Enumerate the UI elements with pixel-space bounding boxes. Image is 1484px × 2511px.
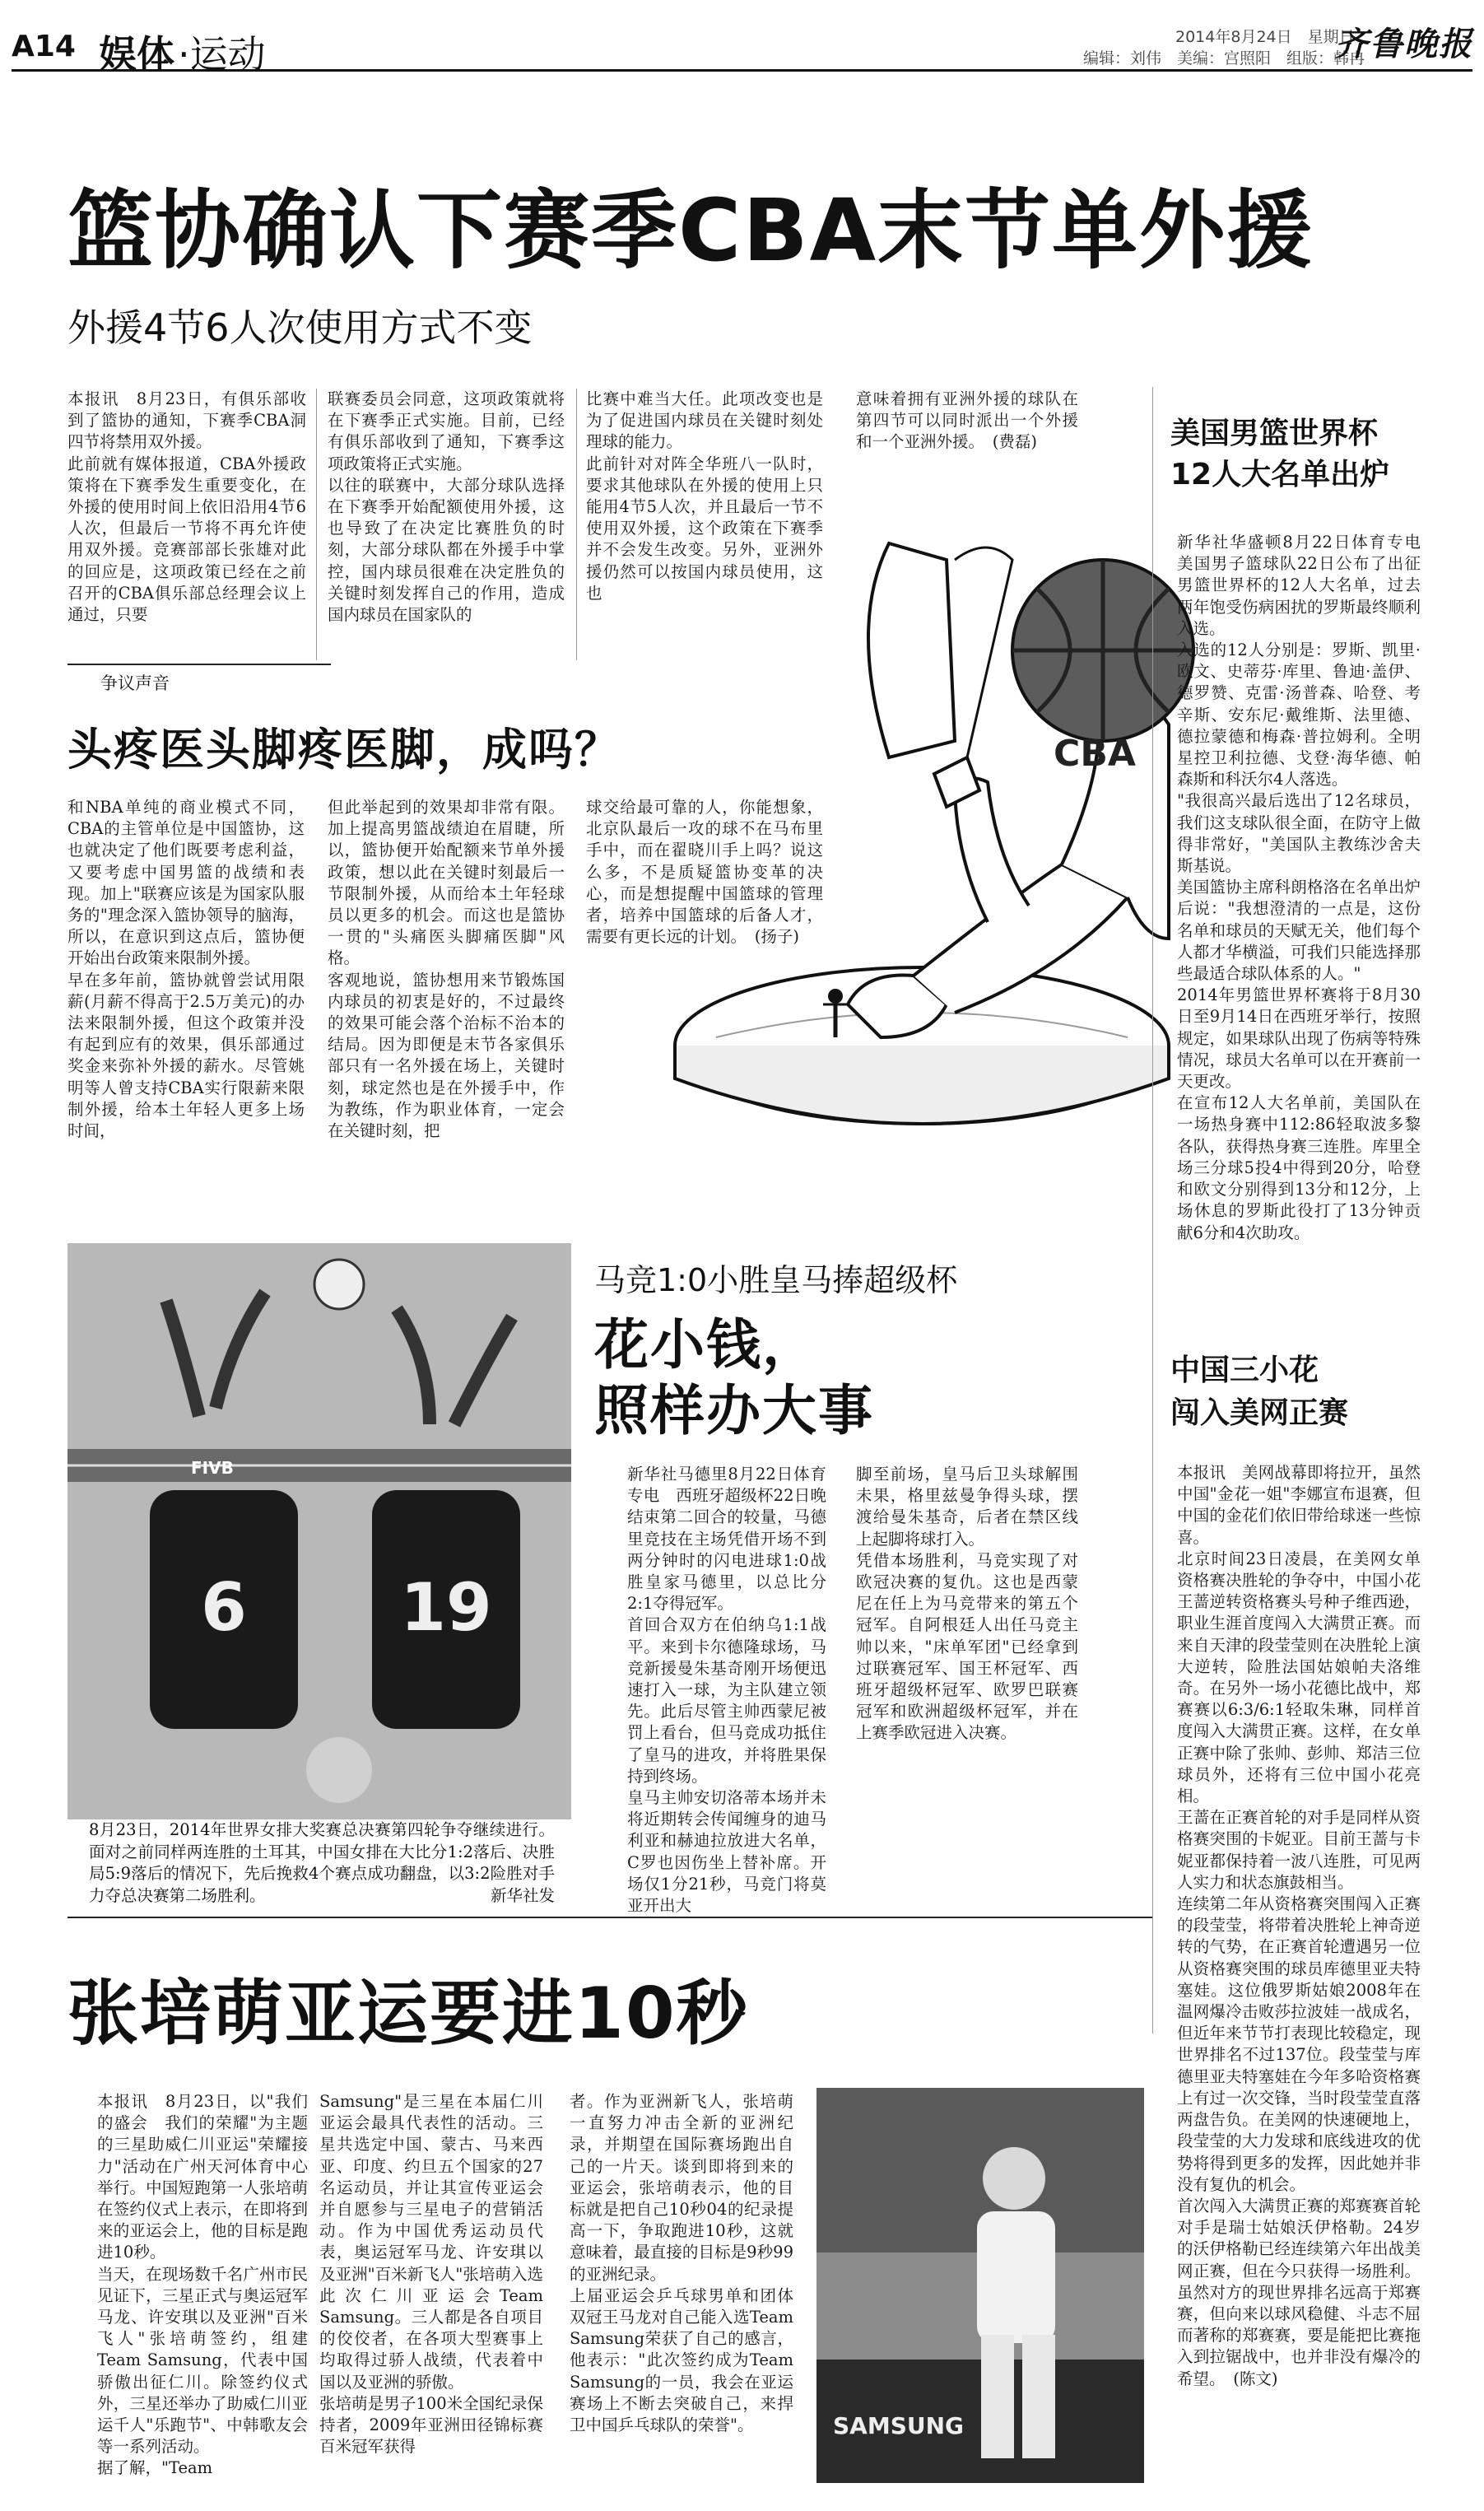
zhang-section-rule <box>67 1917 1152 1918</box>
issue-date: 2014年8月24日 星期日 <box>1175 28 1355 46</box>
sidebar2-headline-2: 闯入美网正赛 <box>1170 1396 1349 1430</box>
sidebar1-headline-1: 美国男篮世界杯 <box>1170 417 1379 450</box>
header-rule <box>12 69 1472 72</box>
sidebar1-headline-2: 12人大名单出炉 <box>1170 458 1390 491</box>
sidebar1-body: 新华社华盛顿8月22日体育专电 美国男子篮球队22日公布了出征男篮世界杯的12人大名单，过去两年饱受伤病困扰的罗斯最终顺利入选。 入选的12人分别是：罗斯、凯里·欧文、史蒂芬·库里、鲁迪·盖伊、德罗赞、克雷·汤普森、哈登、考辛斯、安东尼·戴维斯、法里德、德拉蒙德和梅森·普拉姆利。全明星控卫利拉德、戈登·海华德、帕森斯和科沃尔4人落选。 "我很高兴最后选出了12名球员，我们这支球队很全面，在防守上做得非常好，"美国队主教练沙舍夫斯基说。 美国篮协主席科朗格洛在名单出炉后说："我想澄清的一点是，这份名单和球员的天赋无关，他们每个人都才华横溢，可我们只能选择那些最适合球队体系的人。" 2014年男篮世界杯赛将于8月30日至9月14日在西班牙举行，按照规定，如果球队出现了伤病等特殊情况，球员大名单可以在开赛前一天更改。 在宣布12人大名单前，美国队在一场热身赛中112:86轻取波多黎各队，获得热身赛三连胜。库里全场三分球5投4中得到20分，哈登和欧文分别得到13分和12分，上场休息的罗斯此役打了13分钟贡献6分和4次助攻。 <box>1177 533 1421 1242</box>
controversy-col-2: 但此举起到的效果却非常有限。加上提高男篮战绩迫在眉睫，所以，篮协便开始配额来节单外援政策，想以此在关键时刻最后一节限制外援，从而给本土年轻球员以更多的机会。而这也是篮协一贯的"头痛医头脚痛医脚"风格。 客观地说，篮协想用来节锻炼国内球员的初衷是好的，不过最终的效果可能会落个治标不治本的结局。因为即便是末节各家俱乐部只有一名外援在场上，关键时刻，球定然也是在外援手中，作为教练，作为职业体育，一定会在关键时刻，把 <box>328 798 565 1141</box>
sidebar2-body: 本报讯 美网战幕即将拉开，虽然中国"金花一姐"李娜宣布退赛，但中国的金花们依旧带给球迷一些惊喜。 北京时间23日凌晨，在美网女单资格赛决胜轮的争夺中，中国小花王蔷逆转资格赛头号种子维西逊，职业生涯首度闯入大满贯正赛。而来自天津的段莹莹则在决胜轮上演大逆转，险胜法国姑娘帕夫洛维奇。在另外一场小花德比战中，郑赛赛以6:3/6:1轻取朱琳，同样首度闯入大满贯正赛。这样，在女单正赛中除了张帅、彭帅、郑洁三位球员外，还将有三位中国小花亮相。 王蔷在正赛首轮的对手是同样从资格赛突围的卡妮亚。目前王蔷与卡妮亚都保持着一波八连胜，可见两人实力和状态旗鼓相当。 连续第二年从资格赛突围闯入正赛的段莹莹，将带着决胜轮上神奇逆转的气势，在正赛首轮遭遇另一位从资格赛突围的球员库德里亚夫特塞娃。这位俄罗斯姑娘2008年在温网爆冷击败莎拉波娃一战成名，但近年来节节打表现比较稳定，现世界排名不过137位。段莹莹与库德里亚夫特塞娃在今年多哈资格赛上有过一次交锋，当时段莹莹直落两盘告负。在美网的快速硬地上，段莹莹的大力发球和底线进攻的优势将得到更多的发挥，因此她并非没有复仇的机会。 首次闯入大满贯正赛的郑赛赛首轮对手是瑞士姑娘沃伊格勒。24岁的沃伊格勒已经连续第六年出战美网正赛，但在今只获得一场胜利。虽然对方的现世界排名远高于郑赛赛，但向来以球风稳健、斗志不屈而著称的郑赛赛，要是能把比赛拖入到拉锯战中，也并非没有爆冷的希望。 (陈文) <box>1177 1463 1421 2388</box>
controversy-tag-label: 争议声音 <box>100 673 170 693</box>
main-body-col-2: 联赛委员会同意，这项政策就将在下赛季正式实施。目前，已经有俱乐部收到了通知，下赛季这项政策将正式实施。 以往的联赛中，大部分球队选择在下赛季开始配额使用外援，这也导致了在决定比赛胜负的时刻，大部分球队都在外援手中掌控，国内球员很难在决定胜负的关键时刻发挥自己的作用，造成国内球员在国家队的 <box>328 389 565 625</box>
madrid-headline-1: 花小钱， <box>594 1313 818 1377</box>
controversy-col-3: 球交给最可靠的人，你能想象，北京队最后一攻的球不在马布里手中，而在翟晓川手上吗？说这么多，不是质疑篮协变革的决心，而是想提醒中国篮球的管理者，培养中国篮球的后备人才，需要有更长远的计划。 (扬子) <box>586 798 823 947</box>
editor-credits: 编辑：刘伟 美编：宫照阳 组版：韩冉 <box>1083 49 1365 68</box>
volleyball-photo-credit: 新华社发 <box>490 1885 555 1905</box>
volleyball-scene <box>67 1243 571 1819</box>
subsection-name: ·运动 <box>178 32 266 77</box>
main-body-col-4: 意味着拥有亚洲外援的球队在第四节可以同时派出一个外援和一个亚洲外援。 (费磊) <box>856 389 1078 452</box>
cba-logo-text: CBA <box>1054 733 1136 775</box>
column-divider <box>576 389 577 660</box>
zhang-col-1: 本报讯 8月23日，以"我们的盛会 我们的荣耀"为主题的三星助威仁川亚运"荣耀接力"活动在广州天河体育中心举行。中国短跑第一人张培萌在签约仪式上表示，在即将到来的亚运会上，他的目标是跑进10秒。 当天，在现场数千名广州市民见证下，三星正式与奥运冠军马龙、许安琪以及亚洲"百米飞人"张培萌签约，组建Team Samsung，代表中国骄傲出征仁川。除签约仪式外，三星还举办了助威仁川亚运千人"乐跑节"、中韩歌友会等一系列活动。 据了解，"Team <box>97 2092 308 2478</box>
main-body-col-3: 比赛中难当大任。此项改变也是为了促进国内球员在关键时刻处理球的能力。 此前针对对阵全华班八一队时，要求其他球队在外援的使用上只能用4节5人次，并且最后一节不使用双外援，这个政策在下赛季并不会发生改变。另外，亚洲外援仍然可以按国内球员使用，这也 <box>586 389 823 603</box>
main-body-col-1: 本报讯 8月23日，有俱乐部收到了篮协的通知，下赛季CBA洞四节将禁用双外援。 此前就有媒体报道，CBA外援政策将在下赛季发生重要变化，在外援的使用时间上依旧沿用4节6人次，但最后一节将不再允许使用双外援。竞赛部部长张雄对此的回应是，这项政策已经在之前召开的CBA俱乐部总经理会议上通过，只要 <box>67 389 306 625</box>
page-number: A14 <box>12 30 76 63</box>
zhang-col-2: Samsung"是三星在本届仁川亚运会最具代表性的活动。三星共选定中国、蒙古、马来西亚、印度、约旦五个国家的27名运动员，并让其宣传亚运会并自愿参与三星电子的营销活动。作为中国优秀运动员代表，奥运冠军马龙、许安琪以及亚洲"百米新飞人"张培萌入选此次仁川亚运会Team Samsung。三人都是各自项目的佼佼者，在各项大型赛事上均取得过骄人战绩，代表着中国以及亚洲的骄傲。 张培萌是男子100米全国纪录保持者，2009年亚洲田径锦标赛百米冠军获得 <box>319 2092 543 2457</box>
volleyball-caption <box>89 1819 555 1907</box>
zhang-photo <box>816 2088 1144 2483</box>
sidebar-divider <box>1152 387 1153 2033</box>
madrid-col-1: 新华社马德里8月22日体育专电 西班牙超级杯22日晚结束第二回合的较量，马德里竞技在主场凭借开场不到两分钟时的闪电进球1:0战胜皇家马德里，以总比分2:1夺得冠军。 首回合双方在伯纳乌1:1战平。来到卡尔德隆球场，马竞新援曼朱基奇刚开场便迅速打入一球，为主队建立领先。此后尽管主帅西蒙尼被罚上看台，但马竞成功抵住了皇马的进攻，并将胜果保持到终场。 皇马主帅安切洛蒂本场并未将近期转会传闻缠身的迪马利亚和赫迪拉放进大名单，C罗也因伤坐上替补席。开场仅1分21秒，马竞门将莫亚开出大 <box>627 1465 826 1916</box>
zhang-headline: 张培萌亚运要进10秒 <box>67 1973 749 2055</box>
samsung-banner-text: SAMSUNG <box>833 2412 965 2439</box>
controversy-col-1: 和NBA单纯的商业模式不同，CBA的主管单位是中国篮协，这也就决定了他们既要考虑利益，又要考虑中国男篮的战绩和表现。加上"联赛应该是为国家队服务的"理念深入篮协领导的脑海，所以，在意识到这点后，篮协便开始出台政策来限制外援。 早在多年前，篮协就曾尝试用限薪(月薪不得高于2.5万美元)的办法来限制外援，但这个政策并没有起到应有的效果，俱乐部通过奖金来弥补外援的薪水。尽管姚明等人曾支持CBA实行限薪来限制外援，给本土年轻人更多上场时间， <box>67 798 305 1141</box>
madrid-kicker: 马竞1:0小胜皇马捧超级杯 <box>594 1262 958 1298</box>
zhang-photo-scene <box>816 2088 1144 2483</box>
sidebar2-headline-1: 中国三小花 <box>1170 1353 1319 1387</box>
zhang-col-3: 者。作为亚洲新飞人，张培萌一直努力冲击全新的亚洲纪录，并期望在国际赛场跑出自己的一片天。谈到即将到来的亚运会，张培萌表示，他的目标就是把自己10秒04的纪录提高一下，争取跑进10秒，这就意味着，最直接的目标是9秒99的亚洲纪录。 上届亚运会乒乓球男单和团体双冠王马龙对自己能入选Team Samsung荣获了自己的感言，他表示："此次签约成为Team Samsung的一员，我会在亚运赛场上不断去突破自己，来捍卫中国乒乓球队的荣誉"。 <box>570 2092 793 2435</box>
controversy-headline: 头疼医头脚疼医脚，成吗？ <box>67 724 621 776</box>
section-name: 娱体 <box>99 32 174 77</box>
madrid-headline-2: 照样办大事 <box>594 1379 874 1442</box>
main-headline: 篮协确认下赛季CBA末节单外援 <box>67 180 1314 281</box>
volleyball-caption-text: 8月23日，2014年世界女排大奖赛总决赛第四轮争夺继续进行。面对之前同样两连胜的土耳其，中国女排在大比分1:2落后、决胜局5:9落后的情况下，先后挽救4个赛点成功翻盘，以3:2险胜对手力夺总决赛第二场胜利。 <box>89 1820 555 1905</box>
main-subhead: 外援4节6人次使用方式不变 <box>67 305 533 350</box>
net-banner-text: FIVB <box>191 1458 234 1478</box>
masthead-logo: 齐鲁晚报 <box>1335 25 1473 63</box>
controversy-tag <box>67 664 331 695</box>
volleyball-photo <box>67 1243 571 1819</box>
madrid-col-2: 脚至前场，皇马后卫头球解围未果，格里兹曼争得头球，摆渡给曼朱基奇，后者在禁区线上起脚将球打入。 凭借本场胜利，马竞实现了对欧冠决赛的复仇。这也是西蒙尼在任上为马竞带来的第五个冠军。自阿根廷人出任马竞主帅以来，"床单军团"已经拿到过联赛冠军、国王杯冠军、西班牙超级杯冠军、欧罗巴联赛冠军和欧洲超级杯冠军，并在上赛季欧冠进入决赛。 <box>856 1465 1078 1743</box>
jersey-number-a: 6 <box>201 1569 247 1646</box>
column-divider <box>316 389 317 660</box>
jersey-number-b: 19 <box>400 1569 492 1646</box>
